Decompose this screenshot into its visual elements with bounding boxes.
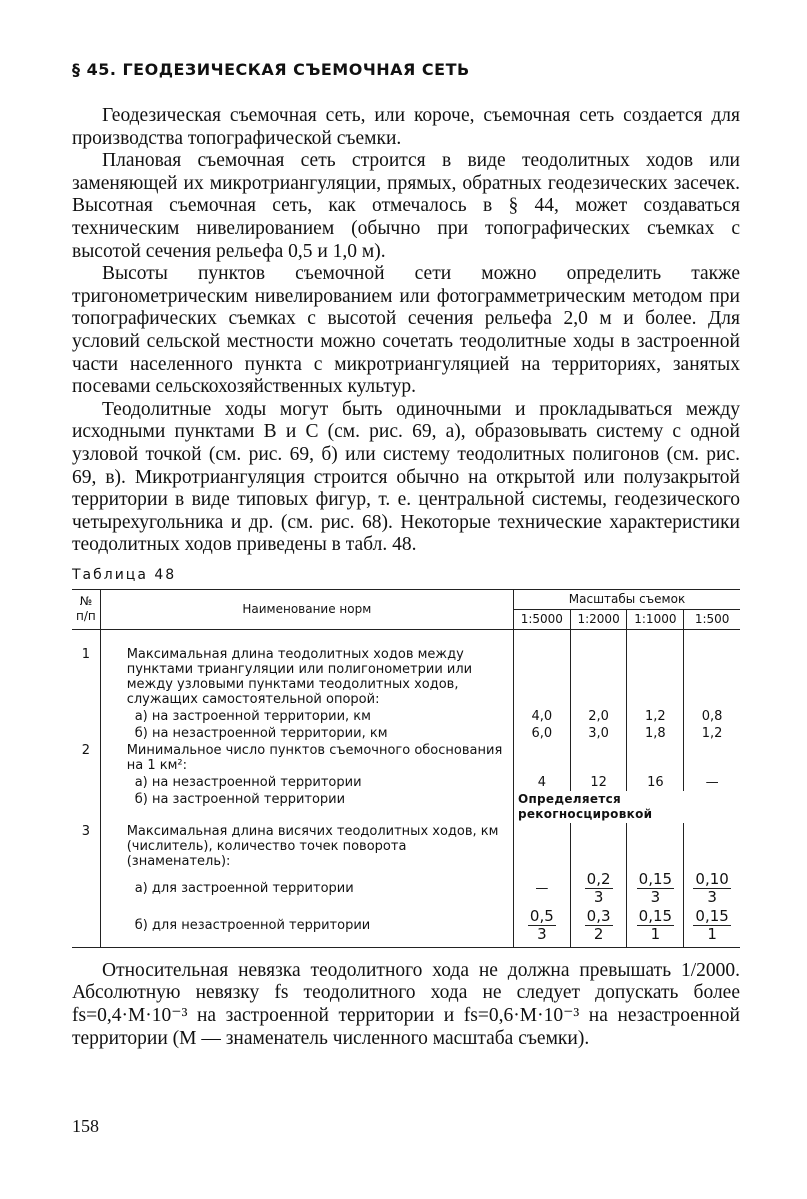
header-scale: 1:2000 (570, 609, 627, 629)
fraction-denominator: 3 (707, 887, 717, 906)
table-caption: Таблица 48 (72, 566, 177, 583)
header-scale: 1:5000 (513, 609, 570, 629)
table-cell: 6,0 (513, 725, 570, 742)
row-sublabel: а) на незастроенной территории (134, 774, 362, 790)
row-title-text: Минимальное число пунктов съемочного обоснования на 1 км²: (126, 742, 503, 773)
fraction-denominator: 1 (707, 924, 717, 943)
fraction-numerator: 0,15 (638, 906, 673, 925)
paragraph-1: Геодезическая съемочная сеть, или короче, съемочная сеть создается для производства топографической съемки. (72, 105, 740, 149)
table-row (72, 646, 740, 708)
fraction-numerator: 0,15 (638, 869, 673, 888)
header-name: Наименование норм (100, 589, 513, 629)
section-heading: § 45. ГЕОДЕЗИЧЕСКАЯ СЪЕМОЧНАЯ СЕТЬ (72, 60, 470, 79)
fraction-denominator: 3 (593, 887, 604, 906)
header-scale: 1:1000 (627, 609, 684, 629)
fraction-numerator: 0,2 (586, 869, 611, 888)
table-row (72, 725, 740, 742)
row-title (100, 646, 513, 708)
page-content (72, 60, 740, 1050)
table-cell (513, 907, 570, 948)
table-row (72, 791, 740, 823)
fraction-numerator: 0,15 (695, 906, 729, 925)
row-number: 1 (81, 646, 90, 662)
table-cell: 1,2 (684, 725, 740, 742)
fraction (528, 908, 556, 943)
table-row (72, 870, 740, 907)
table-cell: 4,0 (513, 708, 570, 725)
fraction (585, 871, 613, 906)
table-cell: 0,8 (684, 708, 740, 725)
fraction (637, 871, 674, 906)
fraction-numerator: 0,3 (586, 906, 611, 925)
fraction-denominator: 2 (593, 924, 604, 943)
paragraph-2: Плановая съемочная сеть строится в виде теодолитных ходов или заменяющей их микротриангуляции, прямых, обратных геодезических засечек. Высотная съемочная сеть, как отмечалось в § 44, может создаваться техническим нивелированием (обычно при топографических съемках с высотой сечения рельефа 0,5 и 1,0 м). (72, 150, 740, 262)
table-row (72, 742, 740, 774)
table-row (72, 774, 740, 791)
row-sublabel: а) на застроенной территории, км (134, 708, 371, 724)
table-cell (570, 907, 627, 948)
row-number: 2 (81, 742, 90, 758)
fraction (693, 871, 730, 906)
norms-table (72, 589, 740, 948)
paragraph-4: Теодолитные ходы могут быть одиночными и прокладываться между исходными пунктами B и C (см. рис. 69, а), образовывать систему с одной узловой точкой (см. рис. 69, б) или систему теодолитных полигонов (см. рис. 69, в). Микротриангуляция строится обычно на открытой или полузакрытой территории в виде типовых фигур, т. е. центральной системы, геодезического четырехугольника и др. (см. рис. 68). Некоторые технические характеристики теодолитных ходов приведены в табл. 48. (72, 398, 740, 556)
table-row (72, 823, 740, 870)
row-sublabel: б) на застроенной территории (134, 791, 346, 807)
fraction-numerator: 0,5 (529, 906, 554, 925)
table-cell: 16 (627, 774, 684, 791)
table-cell (684, 870, 740, 907)
paragraph-3: Высоты пунктов съемочной сети можно определить также тригонометрическим нивелированием или фотограмметрическим методом при топографических съемках с высотой сечения рельефа 2,0 м и более. Для условий сельской местности можно сочетать теодолитные ходы в застроенной части населенного пункта с микротриангуляцией на территориях, занятых посевами сельскохозяйственных культур. (72, 263, 740, 398)
fraction (637, 908, 674, 943)
fraction (693, 908, 730, 943)
header-num: № п/п (72, 589, 100, 629)
table-cell: 1,2 (627, 708, 684, 725)
table-cell: 1,8 (627, 725, 684, 742)
closing-paragraph: Относительная невязка теодолитного хода не должна превышать 1/2000. Абсолютную невязку fs теодолитного хода не следует допускать более fs=0,4·M·10⁻³ на застроенной территории и fs=0,6·M·10⁻³ на незастроенной территории (M — знаменатель численного масштаба съемки). (72, 959, 740, 1049)
fraction-denominator: 1 (650, 924, 661, 943)
table-cell: 4 (513, 774, 570, 791)
table-cell (627, 870, 684, 907)
table-row (72, 907, 740, 948)
row-number: 3 (81, 823, 90, 839)
table-cell (570, 870, 627, 907)
table-cell: 3,0 (570, 725, 627, 742)
table-cell: 12 (570, 774, 627, 791)
table-cell-note (513, 791, 740, 823)
table-cell (684, 907, 740, 948)
fraction-numerator: 0,10 (695, 869, 729, 888)
page-number: 158 (72, 1116, 99, 1136)
table-cell: 2,0 (570, 708, 627, 725)
table-row (72, 708, 740, 725)
header-scales-group: Масштабы съемок (513, 589, 740, 609)
row-sublabel: б) для незастроенной территории (134, 917, 371, 933)
row-title-text: Максимальная длина теодолитных ходов между пунктами триангуляции или полигонометрии или между узловыми пунктами теодолитных ходов, служащих самостоятельной опорой: (126, 646, 473, 707)
fraction-denominator: 3 (537, 924, 547, 943)
row-sublabel: б) на незастроенной территории, км (134, 725, 388, 741)
fraction (585, 908, 613, 943)
fraction-denominator: 3 (650, 887, 661, 906)
row-sublabel: а) для застроенной территории (134, 880, 354, 896)
table-cell: — (684, 774, 740, 791)
table-cell (627, 907, 684, 948)
header-scale: 1:500 (684, 609, 740, 629)
note-text: Определяется рекогносцировкой (517, 791, 653, 821)
table-cell: — (513, 870, 570, 907)
row-title-text: Максимальная длина висячих теодолитных ходов, км (числитель), количество точек поворота (знаменатель): (126, 823, 499, 869)
